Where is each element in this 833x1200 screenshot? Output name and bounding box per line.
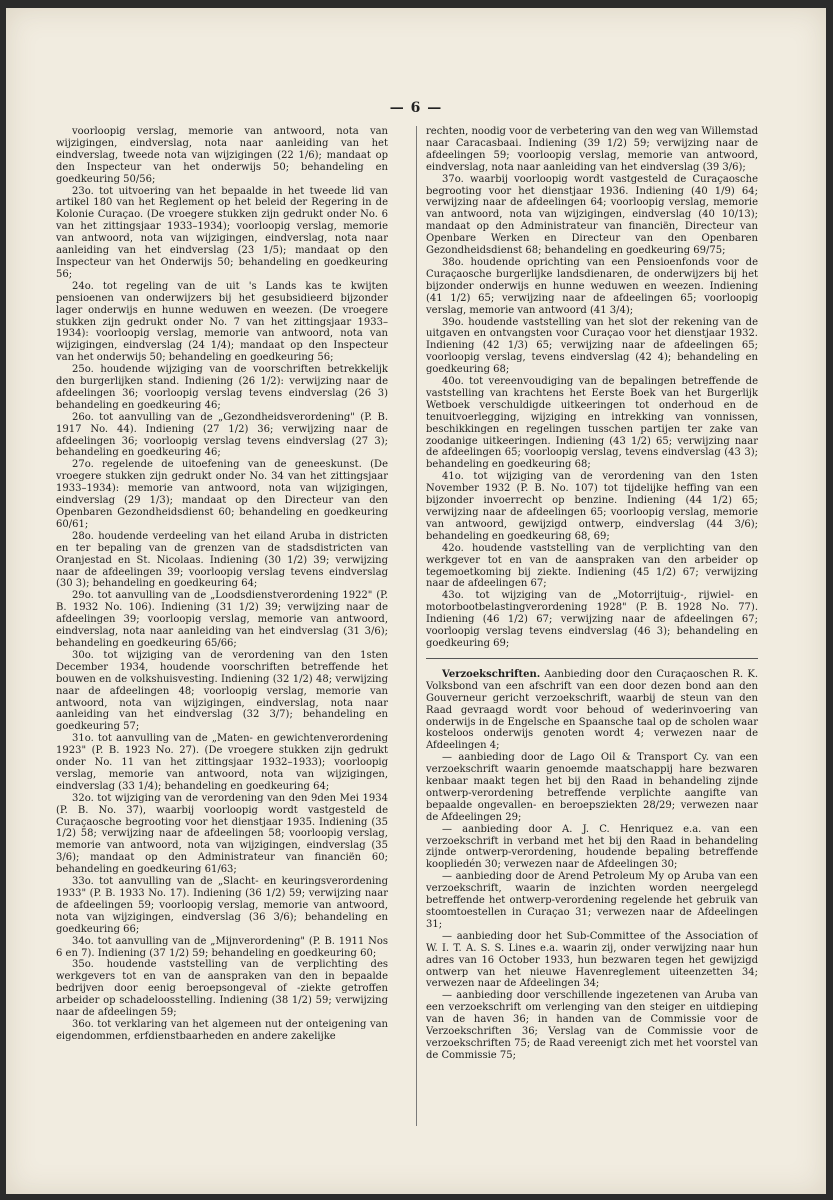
section-rule — [426, 658, 758, 659]
paragraph: rechten, noodig voor de verbetering van den weg van Willemstad naar Caracasbaai. Indiening (39 1/2) 59; verwijzing naar de afdeelingen 59; voorloopig verslag, memorie van antwoord, eindverslag, nota naar aanleiding van het eindverslag (39 3/6); — [426, 126, 758, 173]
paragraph: 26o. tot aanvulling van de „Gezondheidsverordening" (P. B. 1917 No. 44). Indiening (27 1/2) 36; verwijzing naar de afdeelingen 36; voorloopig verslag tevens eindverslag (27 3); behandeling en goedkeuring 46; — [56, 411, 388, 459]
paragraph: voorloopig verslag, memorie van antwoord, nota van wijzigingen, eindverslag, nota naar aanleiding van het eindverslag, tweede nota van wijzigingen (22 1/6); mandaat op den Inspecteur van het onderwijs 50; behandeling en goedkeuring 50/56; — [56, 126, 388, 185]
paragraph: 23o. tot uitvoering van het bepaalde in het tweede lid van artikel 180 van het Reglement op het beleid der Regering in de Kolonie Curaçao. (De vroegere stukken zijn gedrukt onder No. 6 van het zittingsjaar 1933–1934); voorloopig verslag, memorie van antwoord, nota van wijzigingen, eindverslag, nota naar aanleiding van het eindverslag (23 1/5); mandaat op den Inspecteur van het Onderwijs 50; behandeling en goedkeuring 56; — [56, 185, 388, 280]
list-item: — aanbieding door verschillende ingezetenen van Aruba van een verzoekschrift om verlenging van den steiger en uitdieping van de haven 36; in handen van de Commissie voor de Verzoekschriften 36; Verslag van de Commissie voor de verzoekschriften 75; de Raad vereenigt zich met het voorstel van de Commissie 75; — [426, 990, 758, 1061]
list-item: — aanbieding door A. J. C. Henriquez e.a. van een verzoekschrift in verband met het bij den Raad in behandeling zijnde ontwerp-verordening, houdende bepaling betreffende koopliedén 30; verwezen naar de Afdeelingen 30; — [426, 823, 758, 871]
paragraph: 42o. houdende vaststelling van de verplichting van den werkgever tot en van de aanspraken van den arbeider op tegemoetkoming bij ziekte. Indiening (45 1/2) 67; verwijzing naar de afdeelingen 67; — [426, 542, 758, 590]
paragraph: 32o. tot wijziging van de verordening van den 9den Mei 1934 (P. B. No. 37), waarbij voorloopig wordt vastgesteld de Curaçaosche begrooting voor het dienstjaar 1935. Indiening (35 1/2) 58; verwijzing naar de afdeelingen 58; voorloopig verslag, memorie van antwoord, nota van wijzigingen, eindverslag (35 3/6); mandaat op den Administrateur van financiën 60; behandeling en goedkeuring 61/63; — [56, 792, 388, 876]
list-item: — aanbieding door de Lago Oil & Transport Cy. van een verzoekschrift waarin genoemde maatschappij hare bezwaren kenbaar maakt tegen het bij den Raad in behandeling zijnde ontwerp-verordening betreffende verplichte aangifte van bepaalde ongevallen- en beroepsziekten 28/29; verwezen naar de Afdeelingen 29; — [426, 752, 758, 823]
paragraph: 39o. houdende vaststelling van het slot der rekening van de uitgaven en ontvangsten voor Curaçao voor het dienstjaar 1932. Indiening (42 1/3) 65; verwijzing naar de afdeelingen 65; voorloopig verslag, tevens eindverslag (42 4); behandeling en goedkeuring 68; — [426, 316, 758, 376]
paragraph: 25o. houdende wijziging van de voorschriften betrekkelijk den burgerlijken stand. Indiening (26 1/2): verwijzing naar de afdeelingen 36; voorloopig verslag tevens eindverslag (26 3) behandeling en goedkeuring 46; — [56, 364, 388, 411]
paragraph: 36o. tot verklaring van het algemeen nut der onteigening van eigendommen, erfdienstbaarheden en andere zakelijke — [56, 1018, 388, 1042]
paragraph: 28o. houdende verdeeling van het eiland Aruba in districten en ter bepaling van de grenzen van de stadsdistricten van Oranjestad en St. Nicolaas. Indiening (30 1/2) 39; verwijzing naar de afdeelingen 39; voorloopig verslag tevens eindverslag (30 3); behandeling en goedkeuring 64; — [56, 530, 388, 590]
paragraph: 43o. tot wijziging van de „Motorrijtuig-, rijwiel- en motorbootbelastingverordening 1928" (P. B. 1928 No. 77). Indiening (46 1/2) 67; verwijzing naar de afdeelingen 67; voorloopig verslag tevens eindverslag (46 3); behandeling en goedkeuring 69; — [426, 590, 758, 649]
right-column — [426, 126, 758, 1136]
paragraph: 30o. tot wijziging van de verordening van den 1sten December 1934, houdende voorschriften betreffende het bouwen en de volkshuisvesting. Indiening (32 1/2) 48; verwijzing naar de afdeelingen 48; voorloopig verslag, memorie van antwoord, nota van wijzigingen, eindverslag, nota naar aanleiding van het eindverslag (32 3/7); behandeling en goedkeuring 57; — [56, 649, 388, 733]
column-divider — [416, 126, 417, 1126]
section-intro-text: Aanbieding door den Curaçaoschen R. K. Volksbond van een afschrift van een door dezen bond aan den Gouverneur gericht verzoekschrift, waarbij de steun van den Raad gevraagd wordt voor behoud of wederinvoering van onderwijs in de Engelsche en Spaansche taal op de scholen waar kosteloos onderwijs genoten wordt 4; verwezen naar de Afdeelingen 4; — [426, 668, 758, 752]
paragraph: 31o. tot aanvulling van de „Maten- en gewichtenverordening 1923" (P. B. 1923 No. 27). (De vroegere stukken zijn gedrukt onder No. 11 van het zittingsjaar 1932–1933); voorloopig verslag, memorie van antwoord, nota van wijzigingen, eindverslag (33 1/4); behandeling en goedkeuring 64; — [56, 733, 388, 792]
paragraph: 29o. tot aanvulling van de „Loodsdienstverordening 1922" (P. B. 1932 No. 106). Indiening (31 1/2) 39; verwijzing naar de afdeelingen 39; voorloopig verslag, memorie van antwoord, eindverslag, nota naar aanleiding van het eindverslag (31 3/6); behandeling en goedkeuring 65/66; — [56, 590, 388, 649]
section-heading: Verzoekschriften. — [442, 668, 541, 680]
list-item: — aanbieding door de Arend Petroleum My op Aruba van een verzoekschrift, waarin de inzichten worden neergelegd betreffende het ontwerp-verordening regelende het gebruik van stoomtoestellen in Curaçao 31; verwezen naar de Afdeelingen 31; — [426, 871, 758, 930]
paragraph: 27o. regelende de uitoefening van de geneeskunst. (De vroegere stukken zijn gedrukt onder No. 34 van het zittingsjaar 1933–1934): memorie van antwoord, nota van wijzigingen, eindverslag (29 1/3); mandaat op den Directeur van den Openbaren Gezondheidsdienst 60; behandeling en goedkeuring 60/61; — [56, 459, 388, 530]
list-item: — aanbieding door het Sub-Committee of the Association of W. I. T. A. S. S. Lines e.a. waarin zij, onder verwijzing naar hun adres van 16 October 1933, hun bezwaren tegen het gewijzigd ontwerp van het nieuwe Havenreglement uiteenzetten 34; verwezen naar de Afdeelingen 34; — [426, 930, 758, 990]
paragraph: 24o. tot regeling van de uit 's Lands kas te kwijten pensioenen van onderwijzers bij het gesubsidieerd bijzonder lager onderwijs en hunne weduwen en weezen. (De vroegere stukken zijn gedrukt onder No. 7 van het zittingsjaar 1933–1934): voorloopig verslag, memorie van antwoord, nota van wijzigingen, eindverslag (24 1/4); mandaat op den Inspecteur van het onderwijs 50; behandeling en goedkeuring 56; — [56, 280, 388, 364]
paragraph: 41o. tot wijziging van de verordening van den 1sten November 1932 (P. B. No. 107) tot tijdelijke heffing van een bijzonder invoerrecht op benzine. Indiening (44 1/2) 65; verwijzing naar de afdeelingen 65; voorloopig verslag, memorie van antwoord, gewijzigd ontwerp, eindverslag (44 3/6); behandeling en goedkeuring 68, 69; — [426, 471, 758, 542]
section-intro — [426, 669, 758, 752]
paragraph: 34o. tot aanvulling van de „Mijnverordening" (P. B. 1911 Nos 6 en 7). Indiening (37 1/2) 59; behandeling en goedkeuring 60; — [56, 935, 388, 959]
paragraph: 37o. waarbij voorloopig wordt vastgesteld de Curaçaosche begrooting voor het dienstjaar 1936. Indiening (40 1/9) 64; verwijzing naar de afdeelingen 64; voorloopig verslag, memorie van antwoord, nota van wijzigingen, eindverslag (40 10/13); mandaat op den Administrateur van financiën, Directeur van Openbare Werken en Directeur van den Openbaren Gezondheidsdienst 68; behandeling en goedkeuring 69/75; — [426, 173, 758, 257]
paragraph: 38o. houdende oprichting van een Pensioenfonds voor de Curaçaosche burgerlijke landsdienaren, de onderwijzers bij het bijzonder onderwijs en hunne weduwen en weezen. Indiening (41 1/2) 65; verwijzing naar de afdeelingen 65; voorloopig verslag, memorie van antwoord (41 3/4); — [426, 256, 758, 316]
left-column — [56, 126, 388, 1136]
paragraph: 33o. tot aanvulling van de „Slacht- en keuringsverordening 1933" (P. B. 1933 No. 17). Indiening (36 1/2) 59; verwijzing naar de afdeelingen 59; voorloopig verslag, memorie van antwoord, nota van wijzigingen, eindverslag (36 3/6); behandeling en goedkeuring 66; — [56, 876, 388, 935]
paragraph: 40o. tot vereenvoudiging van de bepalingen betreffende de vaststelling van krachtens het Eerste Boek van het Burgerlijk Wetboek verschuldigde uitkeeringen tot onderhoud en de tenuitvoerlegging, wijziging en intrekking van vonnissen, beschikkingen en regelingen tusschen partijen ter zake van zoodanige uitkeeringen. Indiening (43 1/2) 65; verwijzing naar de afdeelingen 65; voorloopig verslag, tevens eindverslag (43 3); behandeling en goedkeuring 68; — [426, 376, 758, 471]
page-number: — 6 — — [389, 100, 443, 116]
document-page — [6, 8, 826, 1194]
paragraph: 35o. houdende vaststelling van de verplichting des werkgevers tot en van de aanspraken van den in bepaalde bedrijven door eenig beroepsongeval of -ziekte getroffen arbeider op schadeloosstelling. Indiening (38 1/2) 59; verwijzing naar de afdeelingen 59; — [56, 959, 388, 1019]
